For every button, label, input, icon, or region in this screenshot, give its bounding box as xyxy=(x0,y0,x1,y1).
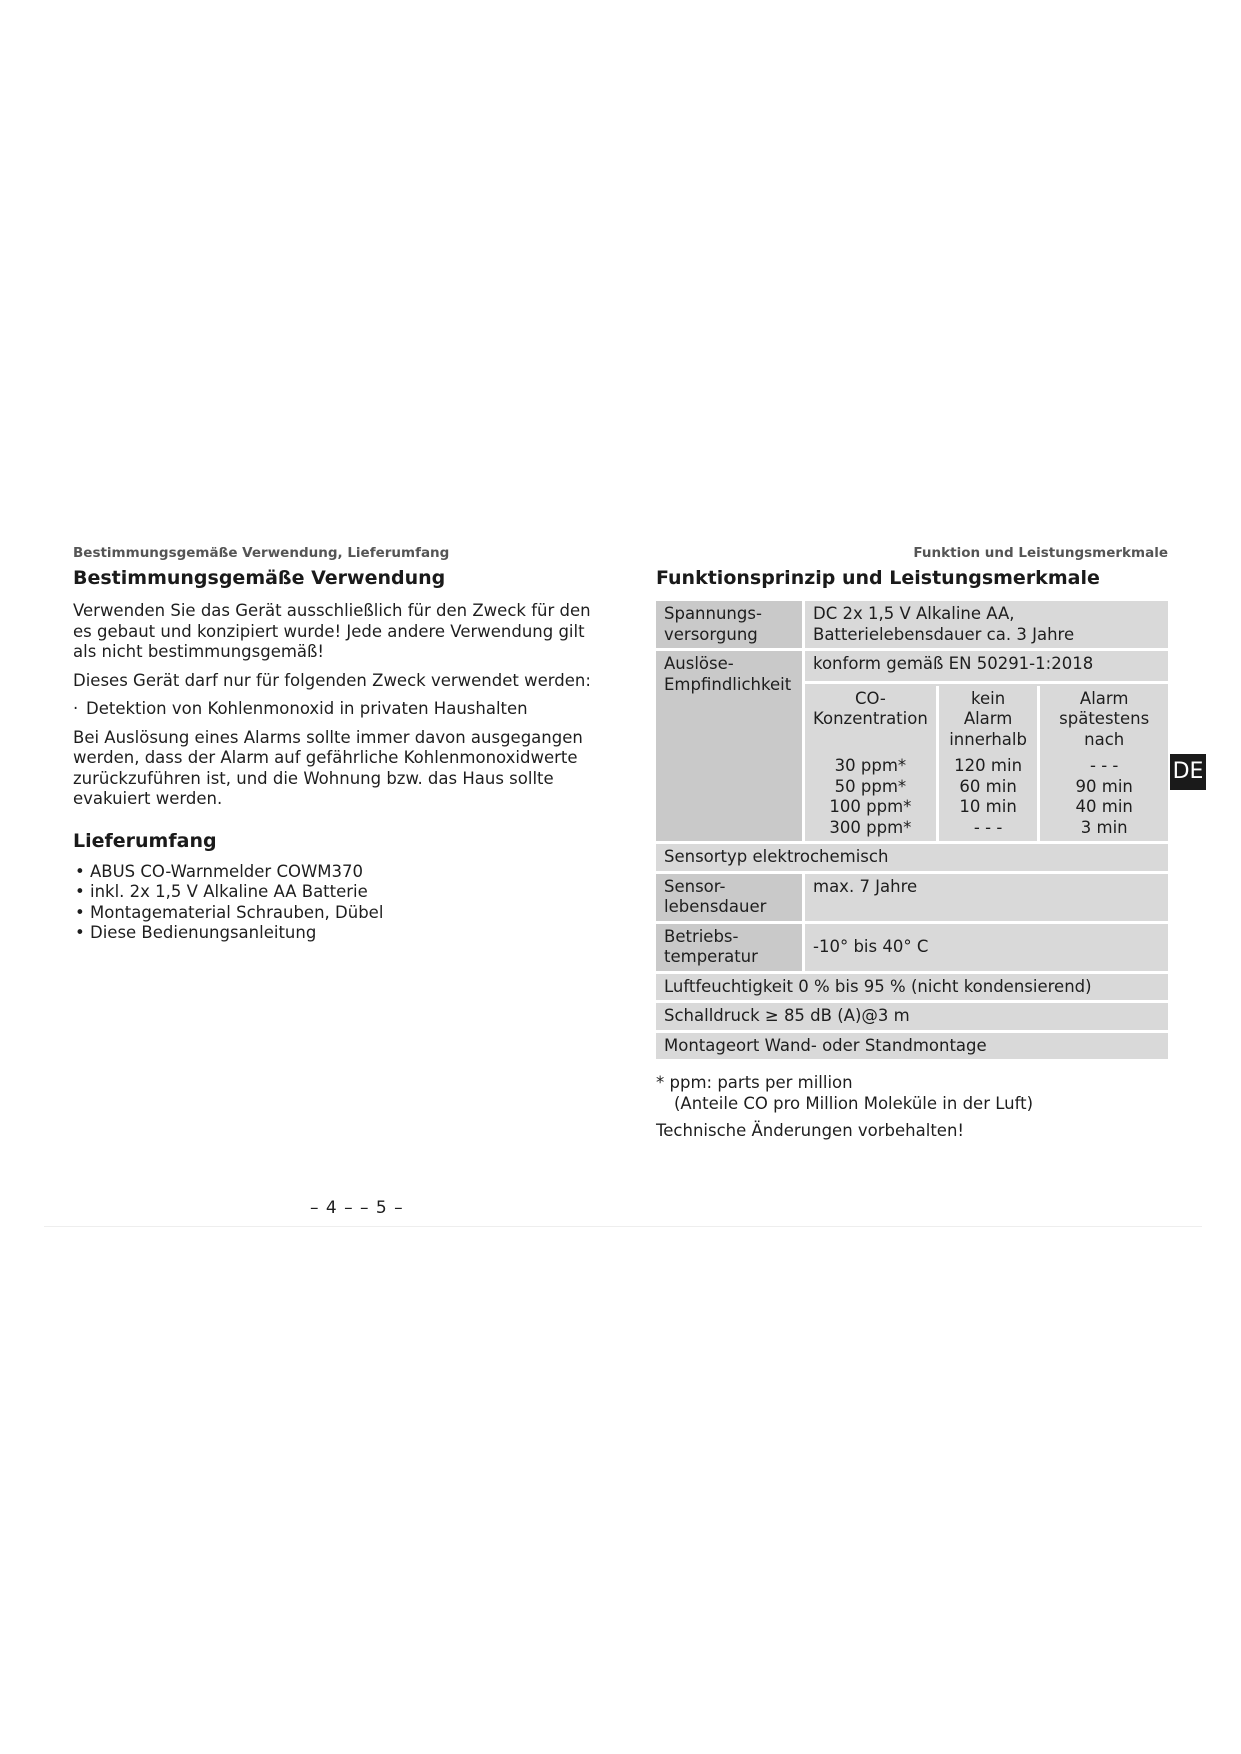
spec-sensor-type: Sensortyp elektrochemisch xyxy=(656,844,1168,874)
list-item: • ABUS CO-Warnmelder COWM370 xyxy=(75,861,363,881)
list-item: • Diese Bedienungsanleitung xyxy=(75,923,317,942)
table-row xyxy=(656,924,1168,974)
bullet-icon: • xyxy=(75,861,85,881)
paragraph-alarm: Bei Auslösung eines Alarms sollte immer davon ausgegangen werden, dass der Alarm auf gefährliche Kohlenmonoxidwerte zurückzuführen ist, und die Wohnung bzw. das Haus sollte evakuiert werden. xyxy=(73,727,583,808)
list-item: • Montagematerial Schrauben, Dübel xyxy=(75,902,384,922)
running-header-left: Bestimmungsgemäße Verwendung, Lieferumfang xyxy=(73,545,450,561)
technical-note: Technische Änderungen vorbehalten! xyxy=(656,1121,965,1140)
paragraph-purpose-intro: Dieses Gerät darf nur für folgenden Zweck verwendet werden: xyxy=(73,670,591,690)
spec-label: Betriebs- temperatur xyxy=(656,924,805,974)
list-item: · Detektion von Kohlenmonoxid in privaten Haushalten xyxy=(73,699,528,718)
bullet-icon: • xyxy=(75,923,85,942)
spec-label: Spannungs- versorgung xyxy=(656,601,805,651)
page-numbers: – 4 – – 5 – xyxy=(310,1198,404,1218)
left-page xyxy=(73,543,593,944)
section-title-intended-use: Bestimmungsgemäße Verwendung xyxy=(73,567,446,589)
column-header: Alarm spätestens nach xyxy=(1040,686,1168,754)
bullet-icon: • xyxy=(75,882,85,901)
table-row xyxy=(656,844,1168,874)
footnote-line: * ppm: parts per million xyxy=(656,1073,853,1092)
table-row xyxy=(656,974,1168,1004)
footnote xyxy=(656,1072,1168,1114)
spec-value: DC 2x 1,5 V Alkaline AA, Batterielebensdauer ca. 3 Jahre xyxy=(805,601,1168,651)
spec-value: -10° bis 40° C xyxy=(805,924,1168,974)
column-header: CO- Konzentration xyxy=(805,686,936,754)
column-header: kein Alarm innerhalb xyxy=(936,686,1041,754)
spec-label: Auslöse- Empfindlichkeit xyxy=(656,651,805,844)
table-row xyxy=(805,686,1168,754)
table-row xyxy=(656,601,1168,651)
footnote-line: (Anteile CO pro Million Moleküle in der Luft) xyxy=(674,1094,1034,1113)
spec-humidity: Luftfeuchtigkeit 0 % bis 95 % (nicht kondensierend) xyxy=(656,974,1168,1004)
list-item: • inkl. 2x 1,5 V Alkaline AA Batterie xyxy=(75,882,368,901)
running-header-right: Funktion und Leistungsmerkmale xyxy=(913,545,1168,561)
section-title-delivery: Lieferumfang xyxy=(73,829,217,852)
bullet-icon: • xyxy=(75,902,85,922)
section-title-function: Funktionsprinzip und Leistungsmerkmale xyxy=(656,567,1100,589)
table-row xyxy=(656,874,1168,924)
spec-value: konform gemäß EN 50291-1:2018 CO- Konzentration kein Alarm innerhalb Alarm spätestens nach 30 ppm* 50 ppm* 100 ppm* 300 ppm* 120 min 60 min 10 min - - - - - - 90 min 40 min 3 min xyxy=(805,651,1168,844)
concentration-table xyxy=(805,686,1168,842)
table-row xyxy=(656,651,1168,844)
spec-sound: Schalldruck ≥ 85 dB (A)@3 m xyxy=(656,1003,1168,1033)
purpose-list xyxy=(73,699,593,720)
paragraph-usage: Verwenden Sie das Gerät ausschließlich für den Zweck für den es gebaut und konzipiert wurde! Jede andere Verwendung gilt als nicht bestimmungsgemäß! xyxy=(73,601,591,661)
table-row xyxy=(656,1003,1168,1033)
spec-mounting: Montageort Wand- oder Standmontage xyxy=(656,1033,1168,1063)
spec-table xyxy=(656,601,1168,1062)
bullet-icon: · xyxy=(73,699,79,718)
spec-label: Sensor- lebensdauer xyxy=(656,874,805,924)
delivery-list xyxy=(73,862,593,944)
language-tab: DE xyxy=(1170,754,1206,790)
table-row xyxy=(656,1033,1168,1063)
spec-value: max. 7 Jahre xyxy=(805,874,1168,924)
right-page xyxy=(656,543,1168,1141)
table-row: 30 ppm* 50 ppm* 100 ppm* 300 ppm* 120 min 60 min 10 min - - - - - - 90 min 40 min 3 min xyxy=(805,753,1168,841)
divider xyxy=(44,1226,1202,1227)
